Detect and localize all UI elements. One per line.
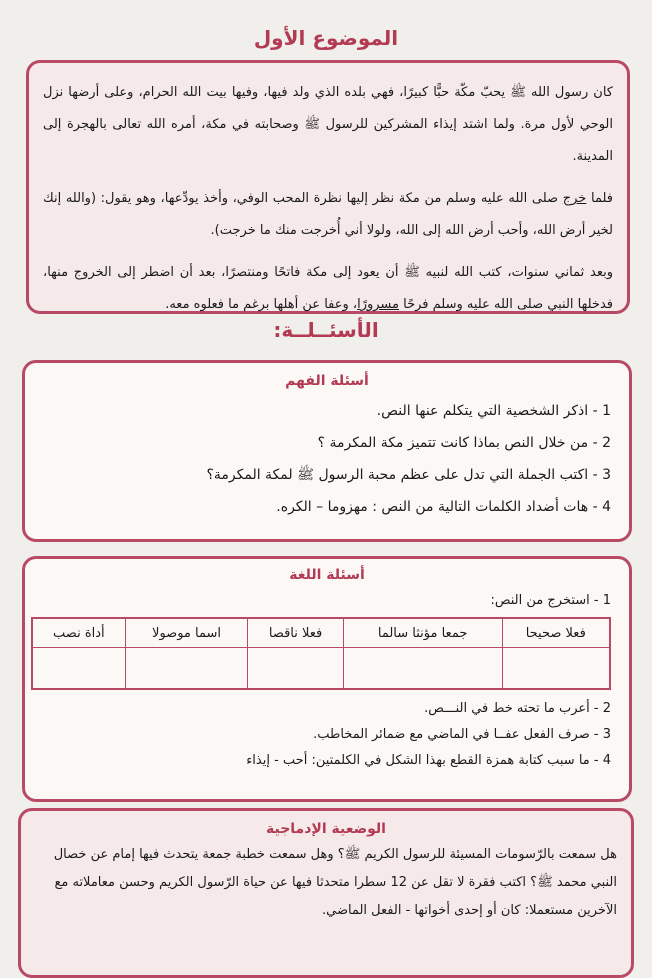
text-paragraph-2 [43,183,613,247]
paragraph-2-end: صلى الله عليه وسلم من مكة نظر إليها نظرة المحب الوفي، وأخذ يودِّعها، وهو يقول: (والله إنك لخير أرض الله، وأحب أرض الله إلى الله، ولولا أني أُخرجت منك ما خرجت). [43,191,613,238]
integration-text: هل سمعت بالرّسومات المسيئة للرسول الكريم ﷺ؟ وهل سمعت خطبة جمعة يتحدث فيها إمام عن خصال النبي محمد ﷺ؟ اكتب فقرة لا تقل عن 12 سطرا متحدثا فيها عن حياة الرّسول الكريم وحسن معاملاته مع الآخرين مستعملا: كان أو إحدى أخواتها - الفعل الماضي. [53,847,617,918]
extraction-table [31,617,611,690]
page-title: الموضوع الأول [253,26,399,50]
answer-cell[interactable] [32,648,125,690]
answer-cell[interactable] [502,648,610,690]
extraction-table-header-row [32,618,610,648]
comprehension-question-4: 4 - هات أضداد الكلمات التالية من النص : مهزوما – الكره. [276,499,611,515]
integration-situation-box [18,808,634,978]
comprehension-question-3: 3 - اكتب الجملة التي تدل على عظم محبة الرسول ﷺ لمكة المكرمة؟ [206,467,611,483]
comprehension-list [43,395,611,523]
paragraph-3-end: ، وعفا عن أهلها برغم ما فعلوه معه. [165,297,358,312]
underlined-word-masruran: مسرورًا [357,297,399,312]
comprehension-title: أسئلة الفهم [285,373,369,389]
comprehension-questions-box [22,360,632,542]
integration-title: الوضعية الإدماجية [266,821,386,837]
paragraph-3-start: وبعد ثماني سنوات، كتب الله لنبيه ﷺ أن يعود إلى مكة فاتحًا ومنتصرًا، بعد أن اضطر إلى الخروج منها، فدخلها النبي صلى الله عليه وسلم فرحًا [43,265,613,312]
comprehension-question-1: 1 - اذكر الشخصية التي يتكلم عنها النص. [376,403,611,419]
language-question-1: 1 - استخرج من النص: [490,593,611,608]
comprehension-question-2: 2 - من خلال النص بماذا كانت تتميز مكة المكرمة ؟ [317,435,611,451]
answer-cell[interactable] [343,648,502,690]
language-questions-box [22,556,632,802]
reading-text-box [26,60,630,314]
text-paragraph-3 [43,257,613,321]
answer-cell[interactable] [248,648,343,690]
text-paragraph-1: كان رسول الله ﷺ يحبّ مكّة حبًّا كبيرًا، فهي بلده الذي ولد فيها، وفيها بيت الله الحرام، وعلى أرضها نزل الوحي لأول مرة. ولما اشتد إيذاء المشركين للرسول ﷺ وصحابته في مكة، أمره الله تعالى بالهجرة إلى المدينة. [43,85,613,164]
header-sound-feminine-plural: جمعا مؤنثا سالما [343,618,502,648]
header-defective-verb: فعلا ناقصا [248,618,343,648]
language-question-3: 3 - صرف الفعل عفــا في الماضي مع ضمائر المخاطب. [313,727,611,742]
extraction-table-answer-row [32,648,610,690]
language-title: أسئلة اللغة [289,567,365,583]
underlined-word-kharaja: خرج [562,191,587,206]
language-list [43,696,611,774]
language-question-4: 4 - ما سبب كتابة همزة القطع بهذا الشكل في الكلمتين: أحب - إيذاء [246,753,611,768]
header-relative-noun: اسما موصولا [125,618,248,648]
answer-cell[interactable] [125,648,248,690]
paragraph-2-start: فلما [586,191,613,206]
header-subjunctive-particle: أداة نصب [32,618,125,648]
language-question-2: 2 - أعرب ما تحته خط في النـــص. [424,701,611,716]
questions-heading: الأسئــلــة: [273,318,379,342]
header-sound-verb: فعلا صحيحا [502,618,610,648]
